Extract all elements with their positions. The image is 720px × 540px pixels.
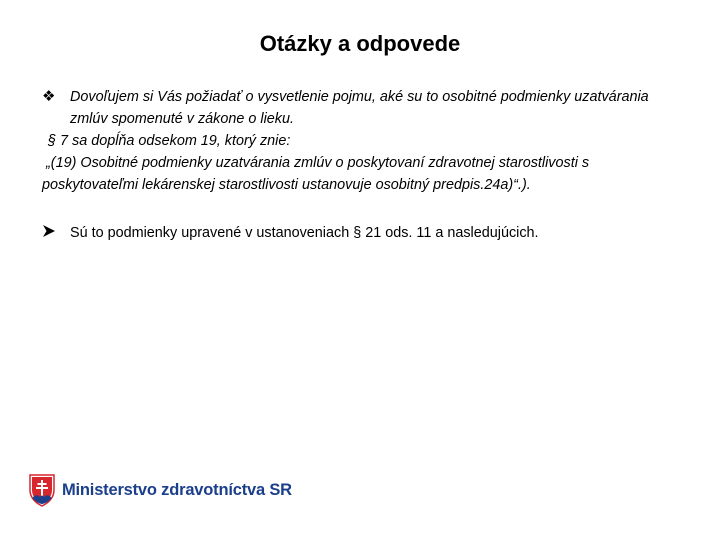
question-paragraph [42,86,682,130]
slovak-coat-of-arms-icon [28,473,56,507]
question-text: Dovoľujem si Vás požiadať o vysvetlenie pojmu, aké su to osobitné podmienky uzatvárania zmlúv spomenuté v zákone o lieku. [70,89,649,127]
law-reference: § 7 sa dopĺňa odsekom 19, ktorý znie: [48,133,291,149]
answer-text: Sú to podmienky upravené v ustanoveniach § 21 ods. 11 a nasledujúcich. [70,225,539,241]
ministry-logo [28,473,292,507]
slide-title: Otázky a odpovede [259,31,461,56]
ministry-name: Ministerstvo zdravotníctva SR [62,480,292,499]
arrowhead-bullet-icon [42,222,56,244]
slide-content [42,86,682,244]
diamond-fleuron-icon: ❖ [42,88,56,105]
answer-paragraph [42,222,682,244]
law-quote: „(19) Osobitné podmienky uzatvárania zmlúv o poskytovaní zdravotnej starostlivosti s poskytovateľmi lekárenskej starostlivosti ustanovuje osobitný predpis.24a)“.). [42,155,590,193]
